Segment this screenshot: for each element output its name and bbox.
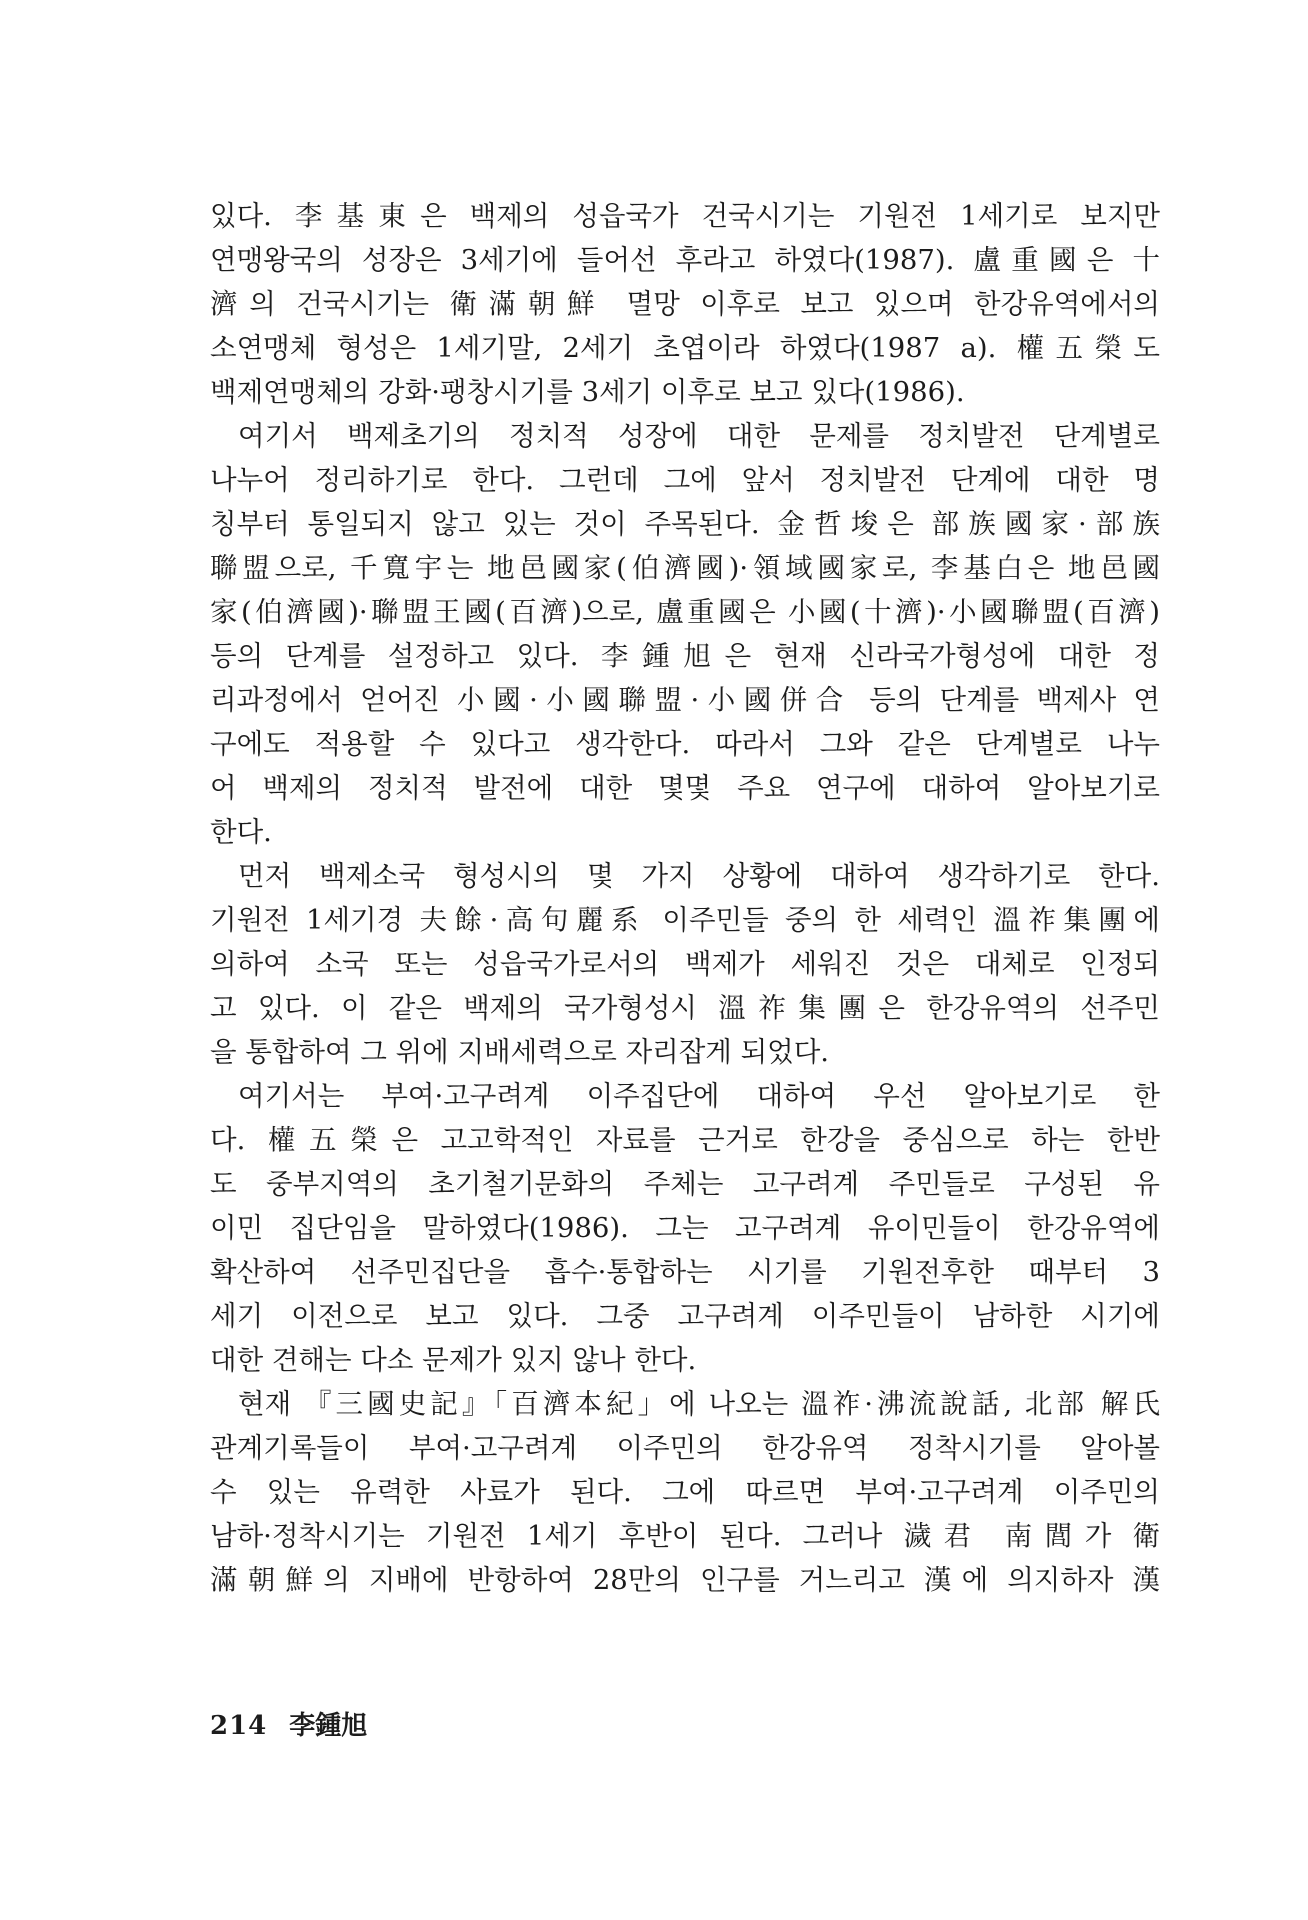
text-line: 현재 『三國史記』「百濟本紀」에 나오는 溫祚·沸流說話, 北部 解氏: [238, 1388, 1160, 1420]
text-line: 구에도 적용할 수 있다고 생각한다. 따라서 그와 같은 단계별로 나누: [210, 728, 1160, 760]
text-line: 먼저 백제소국 형성시의 몇 가지 상황에 대하여 생각하기로 한다.: [238, 860, 1160, 892]
text-line: 나누어 정리하기로 한다. 그런데 그에 앞서 정치발전 단계에 대한 명: [210, 464, 1160, 496]
body-text: [210, 194, 1160, 1602]
text-line: 고 있다. 이 같은 백제의 국가형성시 溫祚集團은 한강유역의 선주민: [210, 992, 1160, 1024]
text-line: 등의 단계를 설정하고 있다. 李鍾旭은 현재 신라국가형성에 대한 정: [210, 640, 1160, 672]
text-line: 기원전 1세기경 夫餘·高句麗系 이주민들 중의 한 세력인 溫祚集團에: [210, 904, 1160, 936]
running-author: 李鍾旭: [289, 1711, 368, 1741]
text-line: 다. 權五榮은 고고학적인 자료를 근거로 한강을 중심으로 하는 한반: [210, 1124, 1160, 1156]
text-line: 칭부터 통일되지 않고 있는 것이 주목된다. 金哲埈은 部族國家·部族: [210, 508, 1160, 540]
text-line: 聯盟으로, 千寬宇는 地邑國家(伯濟國)·領域國家로, 李基白은 地邑國: [210, 552, 1160, 584]
text-line: 을 통합하여 그 위에 지배세력으로 자리잡게 되었다.: [210, 1036, 830, 1068]
text-line: 수 있는 유력한 사료가 된다. 그에 따르면 부여·고구려계 이주민의: [210, 1476, 1160, 1508]
text-line: 관계기록들이 부여·고구려계 이주민의 한강유역 정착시기를 알아볼: [210, 1432, 1160, 1464]
text-line: 대한 견해는 다소 문제가 있지 않나 한다.: [210, 1344, 697, 1376]
text-line: 확산하여 선주민집단을 흡수·통합하는 시기를 기원전후한 때부터 3: [210, 1256, 1160, 1288]
text-line: 여기서 백제초기의 정치적 성장에 대한 문제를 정치발전 단계별로: [238, 420, 1160, 452]
text-line: 어 백제의 정치적 발전에 대한 몇몇 주요 연구에 대하여 알아보기로: [210, 772, 1160, 804]
text-line: 리과정에서 얻어진 小國·小國聯盟·小國併合 등의 단계를 백제사 연: [210, 684, 1160, 716]
text-line: 남하·정착시기는 기원전 1세기 후반이 된다. 그러나 濊君 南閭가 衛: [210, 1520, 1160, 1552]
text-line: 의하여 소국 또는 성읍국가로서의 백제가 세워진 것은 대체로 인정되: [210, 948, 1160, 980]
text-line: 도 중부지역의 초기철기문화의 주체는 고구려계 주민들로 구성된 유: [210, 1168, 1160, 1200]
text-line: 있다. 李基東은 백제의 성읍국가 건국시기는 기원전 1세기로 보지만: [210, 200, 1160, 232]
text-line: 백제연맹체의 강화·팽창시기를 3세기 이후로 보고 있다(1986).: [210, 376, 965, 408]
text-line: 한다.: [210, 816, 272, 848]
text-line: 여기서는 부여·고구려계 이주집단에 대하여 우선 알아보기로 한: [238, 1080, 1160, 1112]
text-line: 연맹왕국의 성장은 3세기에 들어선 후라고 하였다(1987). 盧重國은 十: [210, 244, 1160, 276]
page-footer: [210, 1706, 367, 1746]
text-line: 濟의 건국시기는 衛滿朝鮮 멸망 이후로 보고 있으며 한강유역에서의: [210, 288, 1160, 320]
text-line: 이민 집단임을 말하였다(1986). 그는 고구려계 유이민들이 한강유역에: [210, 1212, 1160, 1244]
text-line: 滿朝鮮의 지배에 반항하여 28만의 인구를 거느리고 漢에 의지하자 漢: [210, 1564, 1160, 1596]
page-number: 214: [210, 1711, 268, 1741]
text-line: 家(伯濟國)·聯盟王國(百濟)으로, 盧重國은 小國(十濟)·小國聯盟(百濟): [210, 596, 1160, 628]
text-line: 세기 이전으로 보고 있다. 그중 고구려계 이주민들이 남하한 시기에: [210, 1300, 1160, 1332]
text-line: 소연맹체 형성은 1세기말, 2세기 초엽이라 하였다(1987 a). 權五榮도: [210, 332, 1160, 364]
